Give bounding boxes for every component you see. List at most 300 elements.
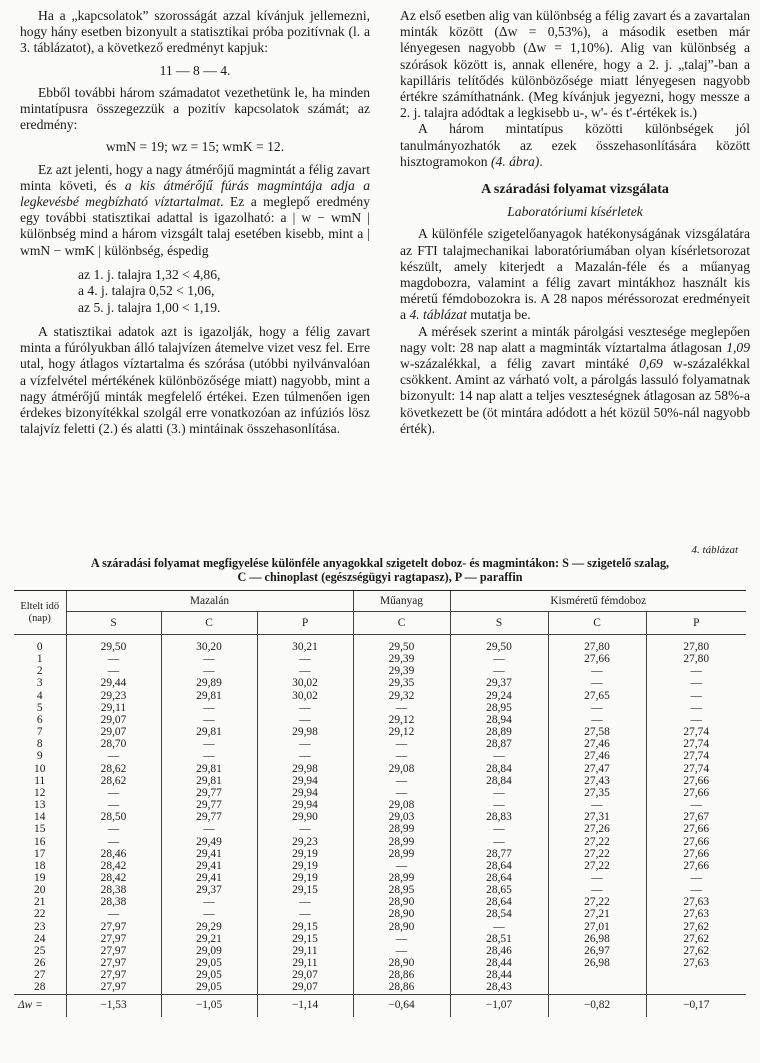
value-cell: 29,81 [161,690,257,702]
ratio-line: a 4. j. talajra 0,52 < 1,06, [78,283,215,299]
text-run: w-százalékkal, a félig zavart mintáké [400,356,640,372]
value-cell: — [353,775,450,787]
value-cell: — [66,653,161,665]
value-cell: 29,23 [257,836,353,848]
day-cell: 11 [34,774,46,787]
day-cell: 28 [34,981,46,994]
value-cell: 29,24 [450,690,548,702]
delta-value: −1,14 [257,994,353,1017]
value-cell: 28,83 [450,811,548,823]
value-cell: 27,66 [646,860,746,872]
value-cell: 27,58 [548,726,646,738]
value-cell: 29,90 [257,811,353,823]
value-cell: — [257,702,353,714]
paragraph: Ha a „kapcsolatok” szorosságát azzal kívánjuk jellemezni, hogy hány esetben bizonyult a statisztikai próba pozitívnak (l. a 3. táblázatot), a következő eredményt kapjuk: [20,8,370,56]
value-cell: 28,51 [450,933,548,945]
value-cell: — [66,750,161,762]
value-cell: 27,97 [66,981,161,994]
paragraph: Ebből további három számadatot vezethetünk le, ha minden mintatípusra összegezzük a pozitív kapcsolatok számát; az eredmény: [20,84,370,133]
value-cell: 29,50 [66,635,161,654]
delta-row [14,994,746,1017]
value-cell: 28,90 [353,957,450,969]
value-cell: — [450,653,548,665]
value-cell: — [161,702,257,714]
subcolumn-header: S [66,612,161,635]
value-cell: 29,05 [161,969,257,981]
value-cell: — [548,872,646,884]
emphasis-number: 0,69 [639,356,663,372]
value-cell: — [161,896,257,908]
day-cell: 21 [34,896,46,909]
value-cell: — [548,665,646,677]
value-cell: — [161,823,257,835]
value-cell: — [548,714,646,726]
value-cell: 27,46 [548,738,646,750]
value-cell: 27,21 [548,908,646,920]
value-cell: 29,89 [161,677,257,689]
value-cell: 29,21 [161,933,257,945]
text-run: A különféle szigetelőanyagok hatékonyságának vizsgálatára az FTI talajmechanikai laboratóriumában olyan kísérletsorozat készült, amely kiterjedt a Mazalán-féle és a műanyag magdobozra, valamint a félig zavart mintákhoz használt kis méretű fémdobozokra is. A 28 napos méréssorozat eredményeit a [400,226,750,323]
ratio-line: az 1. j. talajra 1,32 < 4,86, [78,266,221,282]
day-cell: 18 [34,859,46,872]
value-cell: 29,77 [161,787,257,799]
table-row [14,921,746,933]
day-cell: 27 [34,969,46,982]
day-cell: 2 [36,665,43,678]
emphasis-text: a kis átmérőjű fúrás magmintája adja a legkevésbé megbízható víztartalmat [20,177,370,210]
table-row [14,908,746,920]
table-row [14,750,746,762]
value-cell: 28,95 [353,884,450,896]
value-cell: — [548,799,646,811]
value-cell: 27,62 [646,921,746,933]
value-cell: — [257,714,353,726]
value-cell: 29,44 [66,677,161,689]
value-cell: — [646,714,746,726]
day-cell: 14 [34,811,46,824]
value-cell: 29,08 [353,763,450,775]
value-cell: 26,98 [548,933,646,945]
day-cell: 7 [36,726,43,739]
table-reference: 4. táblázat [409,307,467,323]
day-cell: 24 [34,932,46,945]
right-text-column [400,8,750,437]
table-row [14,860,746,872]
day-cell: 17 [34,847,46,860]
subcolumn-header: S [450,612,548,635]
value-cell: 28,89 [450,726,548,738]
value-cell: 27,62 [646,945,746,957]
value-cell: — [353,738,450,750]
table-row [14,726,746,738]
value-cell: 28,38 [66,896,161,908]
value-cell: 27,63 [646,957,746,969]
value-cell: 27,80 [548,635,646,654]
value-cell: 27,35 [548,787,646,799]
value-cell: 27,63 [646,908,746,920]
value-cell: 28,64 [450,872,548,884]
value-cell: 28,42 [66,860,161,872]
value-cell: — [646,872,746,884]
value-cell: 27,65 [548,690,646,702]
value-cell: 26,97 [548,945,646,957]
day-cell: 4 [36,689,43,702]
value-cell: 28,84 [450,763,548,775]
subcolumn-header: C [161,612,257,635]
value-cell: — [646,690,746,702]
value-cell: — [66,665,161,677]
value-cell: 29,39 [353,653,450,665]
value-cell: — [353,945,450,957]
table-row [14,945,746,957]
drying-data-table [14,590,746,1017]
value-cell: 29,03 [353,811,450,823]
value-cell [548,981,646,994]
value-cell: 29,37 [161,884,257,896]
value-cell: 28,86 [353,969,450,981]
value-cell: 29,37 [450,677,548,689]
value-cell: 28,95 [450,702,548,714]
value-cell: 29,49 [161,836,257,848]
value-cell: 27,22 [548,896,646,908]
table-row [14,702,746,714]
value-cell: 27,22 [548,860,646,872]
value-cell: — [353,933,450,945]
paragraph [20,162,370,259]
value-cell: 28,42 [66,872,161,884]
value-cell: 27,66 [646,848,746,860]
day-cell: 22 [34,908,46,921]
value-cell: 28,94 [450,714,548,726]
value-cell: 29,15 [257,884,353,896]
table-row [14,738,746,750]
value-cell: 28,84 [450,775,548,787]
day-cell: 6 [36,713,43,726]
table-row [14,896,746,908]
value-cell: 27,74 [646,738,746,750]
delta-value: −1,07 [450,994,548,1017]
value-cell: 29,12 [353,714,450,726]
value-cell: 29,07 [257,969,353,981]
value-cell: 29,12 [353,726,450,738]
value-cell: 29,09 [161,945,257,957]
value-cell: — [161,653,257,665]
table-row [14,775,746,787]
table-row [14,677,746,689]
value-cell: 29,11 [66,702,161,714]
table-label: 4. táblázat [691,544,738,556]
value-cell: — [161,738,257,750]
value-cell: — [450,921,548,933]
value-cell: 27,74 [646,763,746,775]
paragraph: A statisztikai adatok azt is igazolják, hogy a félig zavart minta a fúrólyukban álló talajvízen átemelve vizet vesz fel. Erre utal, hogy átlagos víztartalma és szórása (utóbbi nyilvánvalóan a vízfelvétel mértékének különbözősége miatt) nagyobb, mint a nagy átmérőjű minták megfelelő értékei. Ezen túlmenően igen érdekes bizonyítékkal szolgál erre vonatkozóan az infúziós lösz talajvíz feletti (2.) és alatti (3.) mintáinak összehasonlítása. [20,324,370,437]
value-cell: 28,64 [450,860,548,872]
caption-line: C — chinoplast (egészségügyi ragtapasz), P — paraffin [237,570,523,584]
subcolumn-header: C [353,612,450,635]
value-cell: 28,54 [450,908,548,920]
formula: 11 — 8 — 4. [159,62,231,78]
value-cell: 28,46 [66,848,161,860]
value-cell: 29,77 [161,811,257,823]
table-row [14,665,746,677]
table-row [14,811,746,823]
value-cell: 30,02 [257,677,353,689]
paragraph [400,121,750,170]
text-run: . [539,153,543,169]
value-cell: 29,05 [161,981,257,994]
value-cell: 26,98 [548,957,646,969]
value-cell: 27,26 [548,823,646,835]
value-cell: 30,02 [257,690,353,702]
value-cell: 27,80 [646,635,746,654]
day-cell: 5 [36,701,43,714]
day-cell: 12 [34,786,46,799]
value-cell: — [353,860,450,872]
value-cell: — [450,750,548,762]
value-cell: 27,46 [548,750,646,762]
value-cell: 29,41 [161,872,257,884]
value-cell: — [161,908,257,920]
day-cell: 26 [34,957,46,970]
value-cell: 27,67 [646,811,746,823]
day-cell: 10 [34,762,46,775]
table-row [14,787,746,799]
value-cell: 29,94 [257,799,353,811]
table-row [14,981,746,994]
value-cell: 27,01 [548,921,646,933]
group-header: Kisméretű fémdoboz [450,591,746,612]
value-cell [646,969,746,981]
value-cell: 29,32 [353,690,450,702]
table-body [14,635,746,995]
value-cell: 30,20 [161,635,257,654]
value-cell: 29,05 [161,957,257,969]
group-header: Mazalán [66,591,353,612]
value-cell: 29,98 [257,763,353,775]
value-cell: 29,07 [257,981,353,994]
value-cell: — [646,702,746,714]
value-cell: 27,63 [646,896,746,908]
table-row [14,823,746,835]
value-cell: 27,22 [548,836,646,848]
value-cell: — [161,750,257,762]
figure-reference: (4. ábra) [491,153,540,169]
value-cell: 29,41 [161,848,257,860]
value-cell: 27,62 [646,933,746,945]
value-cell: 27,80 [646,653,746,665]
table-row [14,763,746,775]
value-cell: — [66,787,161,799]
value-cell: 28,99 [353,872,450,884]
value-cell: 28,87 [450,738,548,750]
table-row [14,714,746,726]
value-cell: 28,46 [450,945,548,957]
value-cell: 27,31 [548,811,646,823]
value-cell: 29,19 [257,872,353,884]
emphasis-number: 1,09 [726,339,750,355]
value-cell: 28,90 [353,896,450,908]
table-row [14,635,746,654]
paragraph [400,226,750,323]
value-cell: 28,99 [353,848,450,860]
value-cell: 29,07 [66,714,161,726]
text-run: . Ez a meglepő eredmény egy további statisztikai adattal is igazolható: a | w − wmN | különbség mind a három vizsgált talaj esetében kisebb, mint a | wmN − wmK | különbség, éspedig [20,194,370,258]
day-cell: 0 [36,641,43,653]
value-cell: 27,74 [646,750,746,762]
section-subtitle: Laboratóriumi kísérletek [507,204,643,220]
value-cell: 28,99 [353,836,450,848]
value-cell: — [66,908,161,920]
ratio-list [78,267,370,316]
section-title: A száradási folyamat vizsgálata [481,182,669,198]
value-cell: 27,97 [66,945,161,957]
value-cell: 28,90 [353,908,450,920]
day-cell: 9 [36,750,43,763]
value-cell: — [257,653,353,665]
value-cell: 28,62 [66,763,161,775]
text-run: mutatja be. [466,307,531,323]
value-cell: — [161,665,257,677]
ratio-line: az 5. j. talajra 1,00 < 1,19. [78,299,221,315]
value-cell: 27,47 [548,763,646,775]
day-cell: 19 [34,871,46,884]
value-cell: 27,66 [646,775,746,787]
value-cell: — [353,787,450,799]
table-row [14,848,746,860]
value-cell: 29,19 [257,860,353,872]
delta-value: −0,17 [646,994,746,1017]
delta-value: −0,82 [548,994,646,1017]
table-row [14,653,746,665]
value-cell: 29,07 [66,726,161,738]
table-caption [14,556,746,584]
value-cell: 28,38 [66,884,161,896]
value-cell: 28,70 [66,738,161,750]
value-cell: 27,97 [66,969,161,981]
value-cell: 27,66 [548,653,646,665]
subcolumn-header: P [646,612,746,635]
subcolumn-header: C [548,612,646,635]
value-cell: 29,08 [353,799,450,811]
value-cell: 28,50 [66,811,161,823]
value-cell [548,969,646,981]
value-cell: 29,50 [450,635,548,654]
delta-value: −1,05 [161,994,257,1017]
value-cell: — [548,677,646,689]
value-cell: — [257,665,353,677]
formula: wmN = 19; wz = 15; wmK = 12. [105,139,285,155]
value-cell: — [257,750,353,762]
day-cell: 25 [34,944,46,957]
text-run: A három mintatípus közötti különbségek jól tanulmányozhatók az ezek összehasonlítására között hisztogramokon [400,121,750,169]
text-run: Ez azt jelenti, hogy a nagy átmérőjű magmintát a félig zavart minta követi, és [20,161,370,193]
text-run: A mérések szerint a minták párolgási vesztesége meglepően nagy volt: 28 nap alatt a magminták víztartalma átlagosan [400,323,750,355]
day-cell: 8 [36,738,43,751]
text-run: w-százalékkal csökkent. Amint az várható volt, a párolgás lassuló folyamatnak bizonyult: 14 nap alatt a teljes veszteségnek átlagosan az 58%-a következett be (öt mintára adódott a hét közül 50%-nál nagyobb érték). [400,356,750,436]
value-cell: 29,50 [353,635,450,654]
value-cell: 29,23 [66,690,161,702]
value-cell: 27,66 [646,836,746,848]
value-cell: 29,81 [161,763,257,775]
value-cell: — [450,665,548,677]
value-cell: 29,81 [161,775,257,787]
paragraph: Az első esetben alig van különbség a félig zavart és a zavartalan minták között (Δw = 0,53%), a második esetben már lényegesen nagyobb (Δw = 1,10%). Alig van különbség a szórások között is, annak ellenére, hogy a 2. j. „talaj”-ban a kapilláris telítődés különbözősége miatt lényegesen nagyobb értékre számíthatnánk. (Meg kívánjuk jegyezni, hogy messze a 2. j. talajra adódtak a legkisebb u-, w'- és t'-értékek is.) [400,8,750,121]
value-cell: — [450,823,548,835]
value-cell: — [646,665,746,677]
value-cell: 28,90 [353,921,450,933]
value-cell: — [646,884,746,896]
value-cell: 29,11 [257,957,353,969]
value-cell: 28,64 [450,896,548,908]
value-cell: 30,21 [257,635,353,654]
value-cell: — [257,823,353,835]
delta-label: Δw = [14,994,66,1017]
value-cell: 29,15 [257,921,353,933]
table-row [14,872,746,884]
table-row [14,933,746,945]
value-cell: 29,11 [257,945,353,957]
value-cell: 29,77 [161,799,257,811]
value-cell: 28,65 [450,884,548,896]
value-cell: 29,19 [257,848,353,860]
value-cell: — [66,836,161,848]
value-cell: — [646,799,746,811]
value-cell: — [257,738,353,750]
value-cell: 29,98 [257,726,353,738]
header-day: Eltelt idő (nap) [14,591,66,635]
value-cell: — [450,799,548,811]
value-cell: — [161,714,257,726]
value-cell: 27,74 [646,726,746,738]
value-cell: 27,66 [646,787,746,799]
caption-line: A száradási folyamat megfigyelése különféle anyagokkal szigetelt doboz- és magmintákon: S — szigetelő szalag, [90,556,670,570]
value-cell: 29,35 [353,677,450,689]
value-cell: — [548,702,646,714]
value-cell: 28,99 [353,823,450,835]
value-cell: 27,22 [548,848,646,860]
value-cell: 29,81 [161,726,257,738]
value-cell: — [450,836,548,848]
delta-value: −1,53 [66,994,161,1017]
value-cell: — [548,884,646,896]
value-cell: 28,44 [450,969,548,981]
day-cell: 1 [36,653,43,666]
value-cell: 28,62 [66,775,161,787]
value-cell: 29,41 [161,860,257,872]
value-cell: 27,43 [548,775,646,787]
day-cell: 23 [34,920,46,933]
value-cell: 29,94 [257,787,353,799]
day-cell: 3 [36,677,43,690]
value-cell: 29,94 [257,775,353,787]
value-cell: 29,39 [353,665,450,677]
value-cell: 28,43 [450,981,548,994]
value-cell: 29,15 [257,933,353,945]
value-cell: — [66,823,161,835]
table-row [14,957,746,969]
value-cell: 27,97 [66,933,161,945]
delta-value: −0,64 [353,994,450,1017]
group-header: Műanyag [353,591,450,612]
value-cell: — [257,896,353,908]
value-cell: 29,29 [161,921,257,933]
day-cell: 20 [34,884,46,897]
value-cell: 27,66 [646,823,746,835]
day-cell: 15 [34,823,46,836]
value-cell: — [353,750,450,762]
value-cell: — [646,677,746,689]
table-row [14,836,746,848]
